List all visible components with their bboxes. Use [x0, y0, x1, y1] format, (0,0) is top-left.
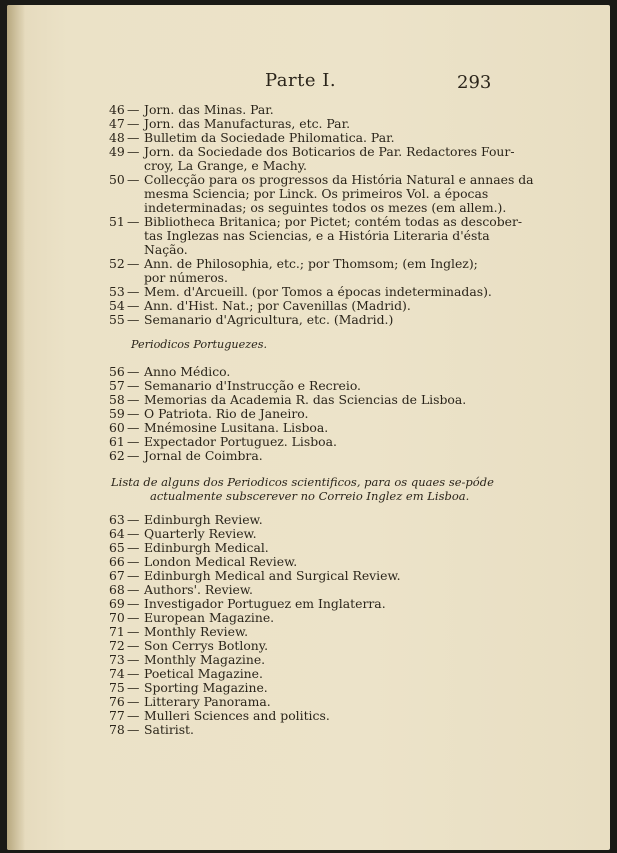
- item-title: Sporting Magazine.: [144, 680, 268, 695]
- em-dash: —: [127, 540, 140, 555]
- item-number: 50: [109, 172, 125, 187]
- running-header: Parte I.: [265, 70, 337, 91]
- list-item: [109, 313, 519, 327]
- list-portuguese-periodicals: [109, 365, 519, 463]
- item-number: 61: [109, 434, 125, 449]
- item-title: Bulletim da Sociedade Philomatica. Par.: [144, 130, 395, 145]
- item-number: 65: [109, 540, 125, 555]
- em-dash: —: [127, 392, 140, 407]
- list-item: [109, 611, 519, 625]
- item-number: 64: [109, 526, 125, 541]
- list-item: [109, 117, 519, 131]
- item-number: 66: [109, 554, 125, 569]
- list-item: [109, 257, 519, 285]
- item-title: Semanario d'Agricultura, etc. (Madrid.): [144, 312, 394, 327]
- item-title: Ann. d'Hist. Nat.; por Cavenillas (Madrid).: [144, 298, 411, 313]
- item-title: Litterary Panorama.: [144, 694, 271, 709]
- item-continuation-line: croy, La Grange, e Machy.: [144, 158, 307, 173]
- item-number: 71: [109, 624, 125, 639]
- item-number: 62: [109, 448, 125, 463]
- em-dash: —: [127, 694, 140, 709]
- item-title: Mnémosine Lusitana. Lisboa.: [144, 420, 329, 435]
- list-item: [109, 299, 519, 313]
- em-dash: —: [127, 554, 140, 569]
- item-title: Authors'. Review.: [144, 582, 253, 597]
- em-dash: —: [127, 284, 140, 299]
- section-heading-english-line2: actualmente subscerever no Correio Inglez em Lisboa.: [150, 489, 470, 503]
- list-item: [109, 709, 519, 723]
- item-title: Jorn. das Manufacturas, etc. Par.: [144, 116, 351, 131]
- item-title: Jornal de Coimbra.: [144, 448, 263, 463]
- item-continuation-line: tas Inglezas nas Sciencias, e a História Literaria d'ésta: [144, 228, 490, 243]
- item-number: 47: [109, 116, 125, 131]
- item-title: London Medical Review.: [144, 554, 298, 569]
- em-dash: —: [127, 526, 140, 541]
- list-item: [109, 597, 519, 611]
- item-title: Poetical Magazine.: [144, 666, 263, 681]
- item-title: Anno Médico.: [144, 364, 231, 379]
- list-first-section: [109, 102, 534, 327]
- em-dash: —: [127, 420, 140, 435]
- list-item: [109, 723, 519, 737]
- item-title: Expectador Portuguez. Lisboa.: [144, 434, 337, 449]
- em-dash: —: [127, 568, 140, 583]
- list-item: [109, 285, 519, 299]
- em-dash: —: [127, 406, 140, 421]
- em-dash: —: [127, 214, 140, 229]
- list-item: [109, 407, 519, 421]
- item-number: 52: [109, 256, 125, 271]
- page-gutter: [7, 5, 25, 850]
- em-dash: —: [127, 652, 140, 667]
- list-item: [109, 214, 523, 257]
- list-item: [109, 625, 519, 639]
- item-title: Edinburgh Medical and Surgical Review.: [144, 568, 401, 583]
- list-item: [109, 145, 519, 173]
- em-dash: —: [127, 610, 140, 625]
- item-title: Son Cerrys Botlony.: [144, 638, 269, 653]
- item-number: 53: [109, 284, 125, 299]
- item-number: 46: [109, 102, 125, 117]
- list-item: [109, 393, 519, 407]
- list-item: [109, 172, 534, 215]
- item-continuation-line: por números.: [144, 270, 228, 285]
- em-dash: —: [127, 624, 140, 639]
- em-dash: —: [127, 130, 140, 145]
- em-dash: —: [127, 102, 140, 117]
- item-title: Mulleri Sciences and politics.: [144, 708, 330, 723]
- list-item: [109, 421, 519, 435]
- section-heading-portuguese: Periodicos Portuguezes.: [131, 338, 268, 351]
- item-number: 57: [109, 378, 125, 393]
- item-title: O Patriota. Rio de Janeiro.: [144, 406, 309, 421]
- item-number: 75: [109, 680, 125, 695]
- em-dash: —: [127, 172, 140, 187]
- list-item: [109, 365, 519, 379]
- em-dash: —: [127, 434, 140, 449]
- item-number: 63: [109, 512, 125, 527]
- list-item: [109, 555, 519, 569]
- em-dash: —: [127, 596, 140, 611]
- item-number: 78: [109, 722, 125, 737]
- list-item: [109, 541, 519, 555]
- item-number: 51: [109, 214, 125, 229]
- item-number: 74: [109, 666, 125, 681]
- list-item: [109, 131, 519, 145]
- em-dash: —: [127, 298, 140, 313]
- item-title: Investigador Portuguez em Inglaterra.: [144, 596, 386, 611]
- item-title: Memorias da Academia R. das Sciencias de Lisboa.: [144, 392, 467, 407]
- item-title: Semanario d'Instrucção e Recreio.: [144, 378, 361, 393]
- em-dash: —: [127, 638, 140, 653]
- item-number: 69: [109, 596, 125, 611]
- em-dash: —: [127, 116, 140, 131]
- list-item: [109, 681, 519, 695]
- item-title: Jorn. das Minas. Par.: [144, 102, 274, 117]
- item-title: Ann. de Philosophia, etc.; por Thomsom; (em Inglez);: [144, 256, 478, 271]
- list-english-periodicals: [109, 513, 519, 737]
- item-title: Jorn. da Sociedade dos Boticarios de Par. Redactores Four-: [144, 144, 515, 159]
- item-title: Satirist.: [144, 722, 194, 737]
- item-title: Bibliotheca Britanica; por Pictet; contém todas as descober-: [144, 214, 523, 229]
- em-dash: —: [127, 364, 140, 379]
- item-number: 68: [109, 582, 125, 597]
- item-title: Monthly Magazine.: [144, 652, 266, 667]
- em-dash: —: [127, 378, 140, 393]
- item-number: 72: [109, 638, 125, 653]
- section-heading-english-line1: Lista de alguns dos Periodicos scientificos, para os quaes se-póde: [111, 475, 494, 489]
- list-item: [109, 435, 519, 449]
- item-number: 60: [109, 420, 125, 435]
- item-number: 56: [109, 364, 125, 379]
- item-number: 67: [109, 568, 125, 583]
- page-number: 293: [457, 72, 492, 93]
- item-title: Collecção para os progressos da História Natural e annaes da: [144, 172, 534, 187]
- em-dash: —: [127, 312, 140, 327]
- list-item: [109, 449, 519, 463]
- item-title: Monthly Review.: [144, 624, 249, 639]
- em-dash: —: [127, 256, 140, 271]
- em-dash: —: [127, 722, 140, 737]
- item-number: 76: [109, 694, 125, 709]
- list-item: [109, 569, 519, 583]
- item-title: Quarterly Review.: [144, 526, 257, 541]
- list-item: [109, 103, 519, 117]
- item-number: 48: [109, 130, 125, 145]
- item-number: 59: [109, 406, 125, 421]
- list-item: [109, 513, 519, 527]
- list-item: [109, 639, 519, 653]
- list-item: [109, 695, 519, 709]
- list-item: [109, 527, 519, 541]
- item-number: 55: [109, 312, 125, 327]
- item-continuation-line: Nação.: [144, 242, 188, 257]
- item-number: 54: [109, 298, 125, 313]
- item-number: 77: [109, 708, 125, 723]
- list-item: [109, 667, 519, 681]
- em-dash: —: [127, 666, 140, 681]
- list-item: [109, 583, 519, 597]
- item-continuation-line: indeterminadas; os seguintes todos os mezes (em allem.).: [144, 200, 507, 215]
- em-dash: —: [127, 144, 140, 159]
- item-continuation-line: mesma Sciencia; por Linck. Os primeiros Vol. a épocas: [144, 186, 489, 201]
- em-dash: —: [127, 582, 140, 597]
- item-title: Edinburgh Review.: [144, 512, 263, 527]
- item-number: 58: [109, 392, 125, 407]
- list-item: [109, 379, 519, 393]
- em-dash: —: [127, 680, 140, 695]
- item-number: 49: [109, 144, 125, 159]
- item-title: European Magazine.: [144, 610, 275, 625]
- em-dash: —: [127, 512, 140, 527]
- list-item: [109, 653, 519, 667]
- item-title: Edinburgh Medical.: [144, 540, 269, 555]
- em-dash: —: [127, 448, 140, 463]
- item-number: 70: [109, 610, 125, 625]
- em-dash: —: [127, 708, 140, 723]
- item-title: Mem. d'Arcueill. (por Tomos a épocas indeterminadas).: [144, 284, 492, 299]
- book-page: [7, 5, 610, 850]
- item-number: 73: [109, 652, 125, 667]
